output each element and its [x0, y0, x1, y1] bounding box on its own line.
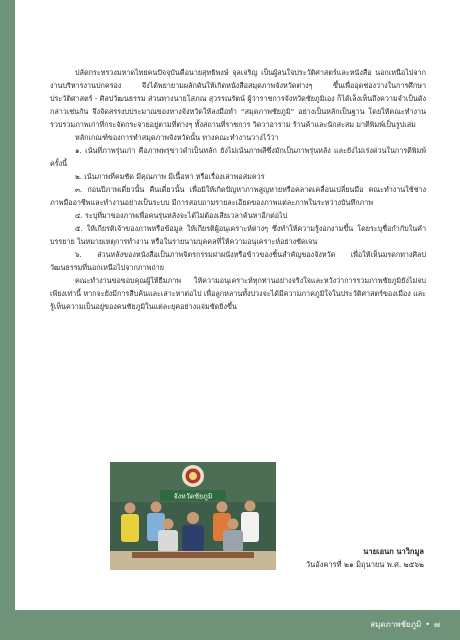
criteria-item: ๑. เน้นที่ภาพรุ่นเก่า คือภาพพรุขาวดำเป็นหลัก ยังไม่เน้นภาพสีซึ่งมักเป็นภาพรุ่นหลัง และยังไม่เร่งด่วนในการตีพิมพ์ครั้งนี้: [50, 146, 426, 168]
body-text: [50, 66, 426, 313]
criteria-item: ๖. ส่วนหลังของหนังสือเป็นภาพจิตรกรรมฝาผนังหรือข้าวของชิ้นสำคัญของจังหวัด เพื่อให้เห็นมรดกทางศิลปวัฒนธรรมที่นอกเหนือไปจากภาพถ่าย: [50, 250, 426, 272]
group-photo: [110, 462, 276, 570]
footer-bar: [0, 610, 460, 640]
criteria-item: ๓. ก่อนปีภาพเดี่ยวนั้น คืนเดี่ยวนั้น เพื่อมิให้เกิดปัญหาภาพสูญหายหรือคลาดเคลื่อนเปลี่ยนมือ คณะทำงานใช้ช่างภาพมืออาชีพและทำงานอย่างเป็นระบบ มีการสอบถามรายละเอียดของภาพแต่ละภาพในระหว่างบันทึกภาพ: [50, 185, 426, 207]
photo-table: [132, 552, 254, 558]
left-accent-bar: [0, 0, 15, 640]
author-name: นายเอนก นาวิกมูล: [363, 547, 424, 556]
body-paragraph: ปลัดกระทรวงมหาดไทยคนปัจจุบันคือนายสุทธิพงษ์ จุลเจริญ เป็นผู้สนใจประวัติศาสตร์และหนังสือ นอกเหนือไปจากงานบริหารงานปกครอง จึงได้พยายามผลักดันให้เกิดหนังสือสมุดภาพจังหวัดต่างๆ ขึ้นเพื่ออุดช่องว่างในการศึกษาประวัติศาสตร์ - ศิลปวัฒนธรรม ส่วนทางนายโสภณ สุวรรณรัตน์ ผู้ว่าราชการจังหวัดชัยภูมิเอง ก็ได้เล็งเห็นถึงความจำเป็นดังกล่าวเช่นกัน จึงจัดสรรงบประมาณของทางจังหวัดให้ลงมือทำ “สมุดภาพชัยภูมิ” อย่างเป็นหลักเป็นฐาน โดยให้คณะทำงานรวบรวมภาพเก่าที่กระจัดกระจายอยู่ตามที่ต่างๆ ทั้งสถานที่ราชการ วิดวาอาราม ร้านค้าและนักสะสม มาตีพิมพ์เป็นรูปเล่ม: [50, 68, 426, 129]
criteria-item: ๔. ระบุที่มาของภาพเพื่อคนรุ่นหลังจะได้ไม่ต้องเสียเวลาค้นหาอีกต่อไป: [75, 211, 288, 220]
bullet-icon: •: [425, 620, 430, 629]
page-number: ๗: [433, 620, 440, 629]
footer-book-title: สมุดภาพชัยภูมิ: [370, 620, 422, 629]
page-footer: [370, 618, 440, 631]
body-paragraph: หลักเกณฑ์ของการทำสมุดภาพจังหวัดนั้น ทางคณะทำงานวางไว้ว่า: [75, 133, 279, 142]
photo-banner-text: จังหวัดชัยภูมิ: [173, 492, 213, 501]
criteria-item: ๕. ให้เกียรติเจ้าของภาพหรือข้อมูล ให้เกียรติผู้อนุเคราะห์ต่างๆ ซึ่งทำให้ความรู้งอกงามขึ้น โดยระบุชื่อกำกับในคำบรรยาย ในหมายเหตุการทำงาน หรือในรายนามบุคคลที่ให้ความอนุเคราะห์อย่างชัดเจน: [50, 224, 426, 246]
criteria-item: ๒. เน้นภาพที่คมชัด มีคุณภาพ มีเนื้อหา หรือเรื่องเล่าพอสมควร: [75, 172, 265, 181]
signature-block: [306, 545, 424, 571]
body-paragraph: คณะทำงานขอขอบคุณผู้ให้ยืมภาพ ให้ความอนุเคราะห์ทุกท่านอย่างจริงใจและหวังว่าการรวมภาพชัยภูมิยังไม่จบเพียงเท่านี้ หากจะยังมีการสืบค้นและเสาะหาต่อไป เพื่อลูกหลานทั้งปวงจะได้มีความภาคภูมิใจในประวัติศาสตร์ของเมือง และรู้เห็นความเป็นอยู่ของคนชัยภูมิในแต่ละยุคอย่างแจ่มชัดยิ่งขึ้น: [50, 276, 426, 311]
signature-date: วันอังคารที่ ๒๑ มิถุนายน พ.ศ. ๒๕๖๒: [305, 560, 424, 569]
